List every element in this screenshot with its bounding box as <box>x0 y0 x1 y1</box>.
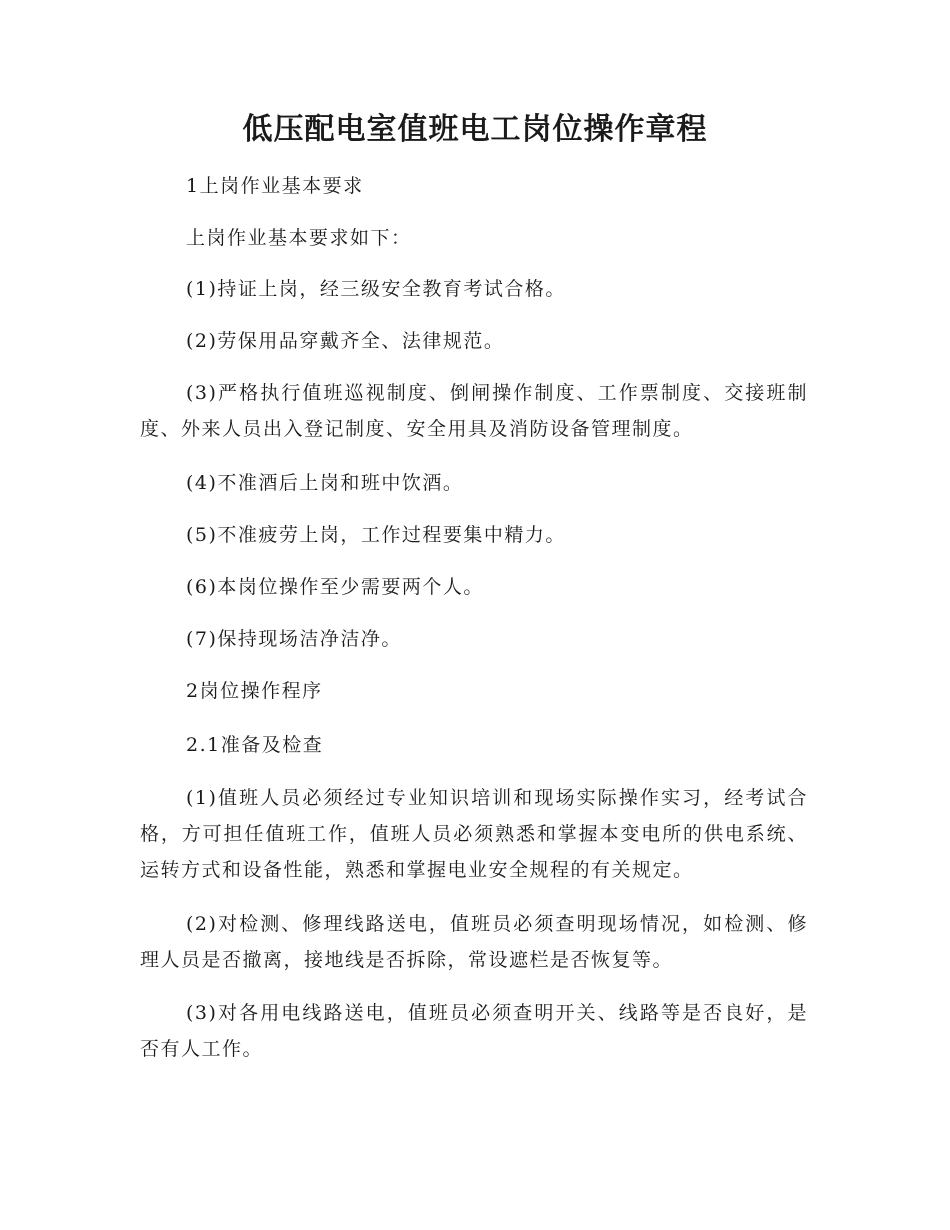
list-item-1: (1)持证上岗，经三级安全教育考试合格。 <box>186 278 566 300</box>
procedure-item-1: (1)值班人员必须经过专业知识培训和现场实际操作实习，经考试合格，方可担任值班工作，值班人员必须熟悉和掌握本变电所的供电系统、运转方式和设备性能，熟悉和掌握电业安全规程的有关规定。 <box>140 787 808 881</box>
list-item-4: (4)不准酒后上岗和班中饮酒。 <box>186 472 464 494</box>
section-heading-2: 2岗位操作程序 <box>186 680 323 702</box>
list-item-7: (7)保持现场洁净洁净。 <box>186 628 402 650</box>
list-item-6: (6)本岗位操作至少需要两个人。 <box>186 576 484 598</box>
list-item-3: (3)严格执行值班巡视制度、倒闸操作制度、工作票制度、交接班制度、外来人员出入登记制度、安全用具及消防设备管理制度。 <box>140 382 808 440</box>
list-item-2: (2)劳保用品穿戴齐全、法律规范。 <box>186 330 505 352</box>
procedure-item-2: (2)对检测、修理线路送电，值班员必须查明现场情况，如检测、修理人员是否撤离，接地线是否拆除，常设遮栏是否恢复等。 <box>140 913 808 971</box>
procedure-item-3: (3)对各用电线路送电，值班员必须查明开关、线路等是否良好，是否有人工作。 <box>140 1002 808 1060</box>
list-item-5: (5)不准疲劳上岗，工作过程要集中精力。 <box>186 524 566 546</box>
subsection-heading-2-1: 2.1准备及检查 <box>186 734 324 756</box>
paragraph-intro: 上岗作业基本要求如下： <box>186 227 412 249</box>
document-title: 低压配电室值班电工岗位操作章程 <box>242 112 708 147</box>
section-heading-1: 1上岗作业基本要求 <box>186 175 364 197</box>
